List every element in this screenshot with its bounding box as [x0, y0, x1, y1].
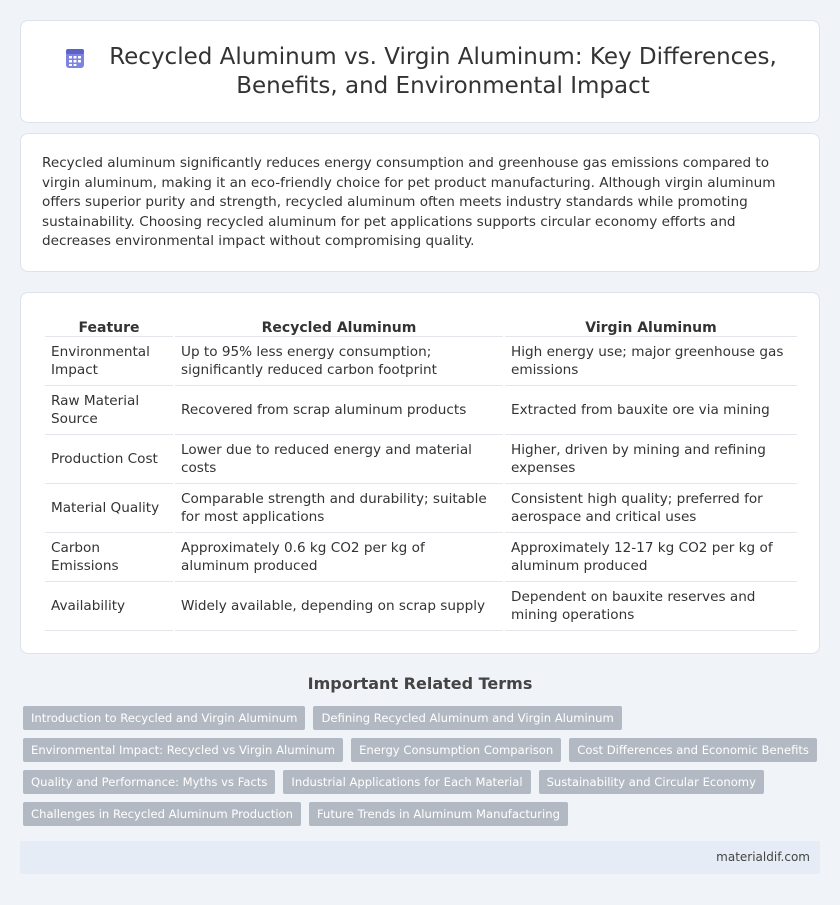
related-terms-heading: Important Related Terms — [307, 674, 533, 693]
comparison-table — [43, 317, 799, 631]
tag-row — [23, 802, 823, 826]
tag-row — [23, 770, 823, 794]
header-feature: Feature — [45, 317, 173, 337]
related-term-tag[interactable]: Industrial Applications for Each Material — [283, 770, 530, 794]
related-term-tag[interactable]: Defining Recycled Aluminum and Virgin Aluminum — [313, 706, 621, 730]
footer — [20, 841, 820, 874]
tag-row — [23, 738, 823, 762]
related-term-tag[interactable]: Introduction to Recycled and Virgin Aluminum — [23, 706, 305, 730]
table-row — [45, 484, 797, 533]
related-term-tag[interactable]: Sustainability and Circular Economy — [539, 770, 764, 794]
recycled-cell: Comparable strength and durability; suitable for most applications — [175, 484, 503, 533]
recycled-cell: Approximately 0.6 kg CO2 per kg of aluminum produced — [175, 533, 503, 582]
page-title — [109, 43, 777, 101]
related-term-tag[interactable]: Future Trends in Aluminum Manufacturing — [309, 802, 568, 826]
related-term-tag[interactable]: Challenges in Recycled Aluminum Production — [23, 802, 301, 826]
recycled-cell: Up to 95% less energy consumption; significantly reduced carbon footprint — [175, 337, 503, 386]
summary-text: Recycled aluminum significantly reduces energy consumption and greenhouse gas emissions compared to virgin aluminum, making it an eco-friendly choice for pet product manufacturing. Although virgin aluminum offers superior purity and strength, recycled aluminum often meets industry standards while promoting sustainability. Choosing recycled aluminum for pet applications supports circular economy efforts and decreases environmental impact without compromising quality. — [42, 155, 776, 249]
feature-cell: Material Quality — [45, 484, 173, 533]
recycled-cell: Recovered from scrap aluminum products — [175, 386, 503, 435]
footer-site-link[interactable]: materialdif.com — [716, 850, 810, 864]
title-wrap — [21, 43, 819, 101]
title-card — [20, 20, 820, 123]
virgin-cell: High energy use; major greenhouse gas emissions — [505, 337, 797, 386]
virgin-cell: Consistent high quality; preferred for aerospace and critical uses — [505, 484, 797, 533]
table-row — [45, 337, 797, 386]
virgin-cell: Extracted from bauxite ore via mining — [505, 386, 797, 435]
header-recycled: Recycled Aluminum — [175, 317, 503, 337]
related-term-tag[interactable]: Environmental Impact: Recycled vs Virgin Aluminum — [23, 738, 343, 762]
comparison-card — [20, 292, 820, 654]
table-row — [45, 386, 797, 435]
summary-card — [20, 133, 820, 272]
table-row — [45, 582, 797, 631]
feature-cell: Environmental Impact — [45, 337, 173, 386]
recycled-cell: Lower due to reduced energy and material costs — [175, 435, 503, 484]
virgin-cell: Dependent on bauxite reserves and mining operations — [505, 582, 797, 631]
related-term-tag[interactable]: Quality and Performance: Myths vs Facts — [23, 770, 275, 794]
table-row — [45, 435, 797, 484]
related-terms-list — [23, 706, 823, 834]
page-title-line-1: Recycled Aluminum vs. Virgin Aluminum: Key Differences, — [109, 44, 777, 70]
header-virgin: Virgin Aluminum — [505, 317, 797, 337]
page-title-line-2: Benefits, and Environmental Impact — [236, 73, 650, 99]
virgin-cell: Higher, driven by mining and refining expenses — [505, 435, 797, 484]
table-row — [45, 533, 797, 582]
recycled-cell: Widely available, depending on scrap supply — [175, 582, 503, 631]
related-term-tag[interactable]: Cost Differences and Economic Benefits — [569, 738, 817, 762]
feature-cell: Production Cost — [45, 435, 173, 484]
feature-cell: Availability — [45, 582, 173, 631]
related-term-tag[interactable]: Energy Consumption Comparison — [351, 738, 561, 762]
feature-cell: Raw Material Source — [45, 386, 173, 435]
tag-row — [23, 706, 823, 730]
feature-cell: Carbon Emissions — [45, 533, 173, 582]
table-header-row — [45, 317, 797, 337]
calendar-icon — [63, 46, 87, 70]
virgin-cell: Approximately 12-17 kg CO2 per kg of aluminum produced — [505, 533, 797, 582]
